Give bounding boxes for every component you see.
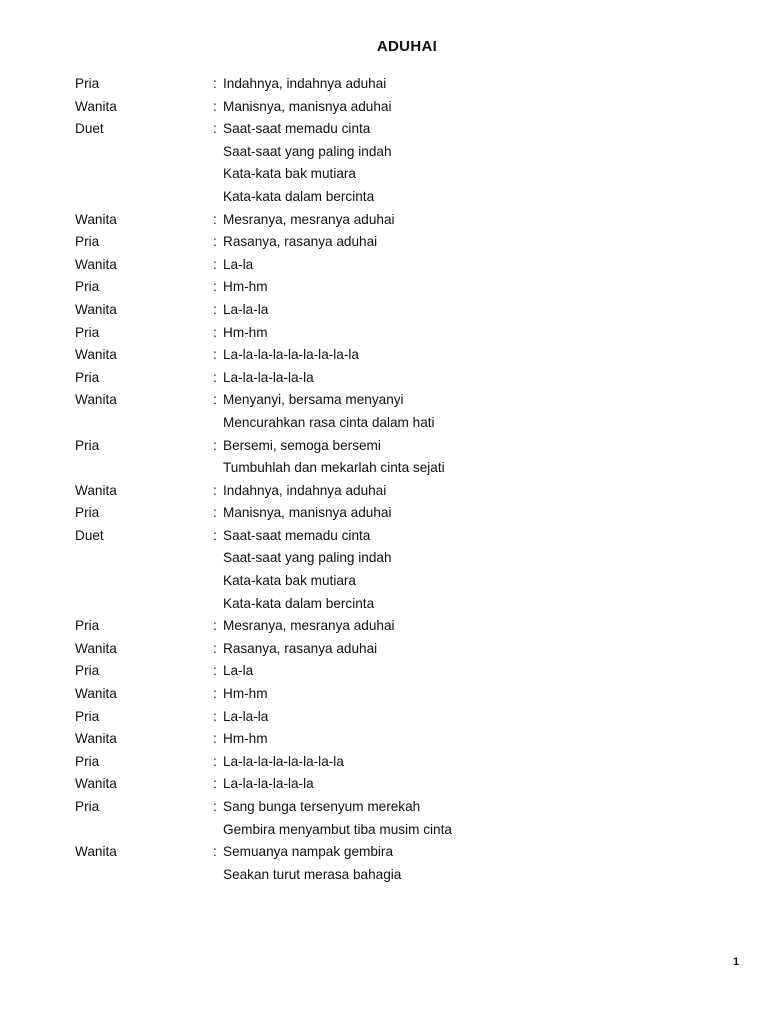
singer-label: Pria xyxy=(75,753,100,769)
lyric-text: Manisnya, manisnya aduhai xyxy=(223,505,392,521)
singer-label: Pria xyxy=(75,76,100,91)
colon-separator xyxy=(213,593,223,616)
lyric-text: Mencurahkan rasa cinta dalam hati xyxy=(223,414,435,430)
singer-label xyxy=(75,141,213,164)
colon-separator xyxy=(213,864,223,887)
lyric-text: Hm-hm xyxy=(223,731,268,747)
singer-label: Wanita xyxy=(75,256,117,272)
colon-separator: : xyxy=(213,256,217,272)
singer-label xyxy=(75,819,213,842)
lyric-text: Tumbuhlah dan mekarlah cinta sejati xyxy=(223,460,445,476)
lyric-text: Hm-hm xyxy=(223,279,268,295)
colon-separator: : xyxy=(213,505,217,521)
singer-label xyxy=(75,412,213,435)
lyric-line xyxy=(75,254,715,277)
colon-separator: : xyxy=(213,482,217,498)
colon-separator xyxy=(213,163,223,186)
colon-separator: : xyxy=(213,844,217,860)
colon-separator: : xyxy=(213,324,217,340)
lyric-line xyxy=(75,502,715,525)
lyric-line xyxy=(75,344,715,367)
colon-separator: : xyxy=(213,776,217,792)
lyric-text: Indahnya, indahnya aduhai xyxy=(223,482,387,498)
lyric-line xyxy=(75,796,715,819)
lyric-text: Indahnya, indahnya aduhai xyxy=(223,76,387,91)
singer-label: Wanita xyxy=(75,776,117,792)
lyric-line xyxy=(75,209,715,232)
colon-separator: : xyxy=(213,708,217,724)
lyric-line xyxy=(75,276,715,299)
lyric-line xyxy=(75,299,715,322)
singer-label xyxy=(75,570,213,593)
lyric-line xyxy=(75,322,715,345)
lyric-text: Kata-kata dalam bercinta xyxy=(223,188,375,204)
singer-label xyxy=(75,163,213,186)
lyric-text: Gembira menyambut tiba musim cinta xyxy=(223,821,452,837)
lyric-line xyxy=(75,73,715,96)
singer-label: Wanita xyxy=(75,347,117,363)
colon-separator: : xyxy=(213,799,217,814)
lyric-text: La-la-la-la-la-la-la-la-la xyxy=(223,347,359,363)
lyric-line xyxy=(75,660,715,683)
singer-label xyxy=(75,547,213,570)
colon-separator: : xyxy=(213,211,217,227)
colon-separator: : xyxy=(213,686,217,702)
singer-label: Pria xyxy=(75,234,100,250)
colon-separator xyxy=(213,186,223,209)
colon-separator xyxy=(213,141,223,164)
lyric-line xyxy=(75,751,715,774)
singer-label: Duet xyxy=(75,527,104,543)
singer-label: Pria xyxy=(75,437,100,453)
singer-label xyxy=(75,186,213,209)
lyric-line xyxy=(75,141,715,164)
colon-separator: : xyxy=(213,640,217,656)
colon-separator xyxy=(213,457,223,480)
singer-label: Wanita xyxy=(75,98,117,114)
lyric-line xyxy=(75,435,715,458)
colon-separator: : xyxy=(213,392,217,408)
colon-separator: : xyxy=(213,753,217,769)
lyric-line xyxy=(75,570,715,593)
lyric-text: La-la xyxy=(223,256,254,272)
singer-label: Wanita xyxy=(75,844,117,860)
singer-label: Pria xyxy=(75,708,100,724)
page-number: 1 xyxy=(733,956,740,968)
lyric-line xyxy=(75,841,715,864)
singer-label: Pria xyxy=(75,663,100,679)
colon-separator: : xyxy=(213,76,217,91)
colon-separator: : xyxy=(213,369,217,385)
lyric-line xyxy=(75,547,715,570)
lyric-text: Mesranya, mesranya aduhai xyxy=(223,618,395,634)
lyric-line xyxy=(75,457,715,480)
singer-label: Wanita xyxy=(75,731,117,747)
singer-label: Wanita xyxy=(75,482,117,498)
lyric-text: La-la-la-la-la-la-la-la xyxy=(223,753,344,769)
colon-separator: : xyxy=(213,98,217,114)
lyric-text: Manisnya, manisnya aduhai xyxy=(223,98,392,114)
colon-separator: : xyxy=(213,279,217,295)
lyric-line xyxy=(75,231,715,254)
colon-separator xyxy=(213,819,223,842)
lyric-line xyxy=(75,615,715,638)
lyric-text: La-la-la xyxy=(223,301,269,317)
lyric-line xyxy=(75,525,715,548)
colon-separator: : xyxy=(213,731,217,747)
singer-label: Pria xyxy=(75,799,100,814)
lyric-line xyxy=(75,683,715,706)
lyric-line xyxy=(75,593,715,616)
lyrics-list xyxy=(75,73,715,886)
lyric-line xyxy=(75,389,715,412)
singer-label: Wanita xyxy=(75,686,117,702)
colon-separator: : xyxy=(213,347,217,363)
lyric-line xyxy=(75,96,715,119)
singer-label: Wanita xyxy=(75,301,117,317)
lyric-text: Kata-kata bak mutiara xyxy=(223,573,356,589)
singer-label: Pria xyxy=(75,505,100,521)
lyric-line xyxy=(75,186,715,209)
lyric-text: Kata-kata dalam bercinta xyxy=(223,595,375,611)
lyric-line xyxy=(75,367,715,390)
colon-separator: : xyxy=(213,121,217,137)
colon-separator: : xyxy=(213,301,217,317)
lyric-text: Saat-saat yang paling indah xyxy=(223,143,392,159)
lyric-text: Saat-saat memadu cinta xyxy=(223,527,371,543)
singer-label: Pria xyxy=(75,369,100,385)
lyric-line xyxy=(75,480,715,503)
lyric-text: Hm-hm xyxy=(223,686,268,702)
lyric-line xyxy=(75,638,715,661)
lyric-text: Kata-kata bak mutiara xyxy=(223,166,356,182)
lyric-text: La-la-la-la-la-la xyxy=(223,776,314,792)
colon-separator: : xyxy=(213,437,217,453)
lyric-text: La-la xyxy=(223,663,254,679)
lyric-text: Rasanya, rasanya aduhai xyxy=(223,234,378,250)
lyric-line xyxy=(75,118,715,141)
singer-label: Pria xyxy=(75,279,100,295)
singer-label: Wanita xyxy=(75,392,117,408)
lyric-text: Semuanya nampak gembira xyxy=(223,844,394,860)
lyric-line xyxy=(75,864,715,887)
singer-label xyxy=(75,864,213,887)
singer-label xyxy=(75,457,213,480)
lyric-line xyxy=(75,163,715,186)
lyric-text: Menyanyi, bersama menyanyi xyxy=(223,392,404,408)
lyric-text: Rasanya, rasanya aduhai xyxy=(223,640,378,656)
singer-label: Pria xyxy=(75,324,100,340)
lyric-text: Bersemi, semoga bersemi xyxy=(223,437,381,453)
lyric-line xyxy=(75,819,715,842)
colon-separator xyxy=(213,547,223,570)
lyric-text: Sang bunga tersenyum merekah xyxy=(223,799,421,814)
singer-label: Wanita xyxy=(75,211,117,227)
lyric-text: Saat-saat memadu cinta xyxy=(223,121,371,137)
colon-separator: : xyxy=(213,618,217,634)
colon-separator: : xyxy=(213,663,217,679)
singer-label xyxy=(75,593,213,616)
lyric-text: La-la-la xyxy=(223,708,269,724)
singer-label: Pria xyxy=(75,618,100,634)
lyric-text: Saat-saat yang paling indah xyxy=(223,550,392,566)
page-title: ADUHAI xyxy=(376,38,438,55)
colon-separator xyxy=(213,412,223,435)
lyric-line xyxy=(75,706,715,729)
colon-separator: : xyxy=(213,527,217,543)
lyric-text: La-la-la-la-la-la xyxy=(223,369,314,385)
lyric-text: Seakan turut merasa bahagia xyxy=(223,866,402,882)
colon-separator: : xyxy=(213,234,217,250)
singer-label: Wanita xyxy=(75,640,117,656)
lyric-line xyxy=(75,412,715,435)
lyric-text: Mesranya, mesranya aduhai xyxy=(223,211,395,227)
lyric-line xyxy=(75,728,715,751)
singer-label: Duet xyxy=(75,121,104,137)
lyric-line xyxy=(75,773,715,796)
colon-separator xyxy=(213,570,223,593)
lyric-text: Hm-hm xyxy=(223,324,268,340)
